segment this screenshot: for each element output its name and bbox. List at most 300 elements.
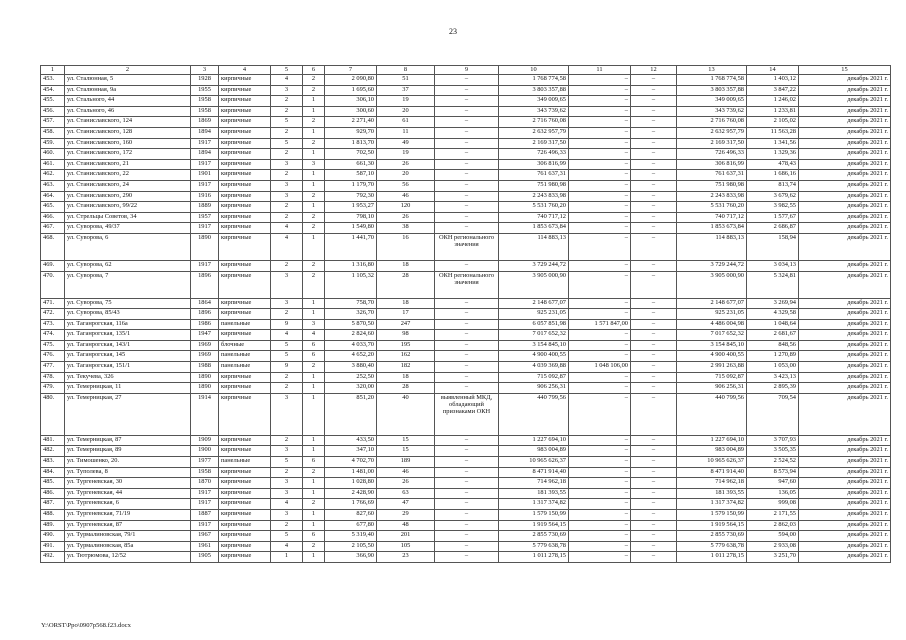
- cell-cost-per-sqm: 3 847,22: [747, 85, 799, 96]
- cell-residents: 15: [377, 435, 435, 446]
- cell-other-funds: –: [631, 191, 677, 202]
- cell-address: ул. Станиславского, 21: [65, 159, 191, 170]
- cell-cost-per-sqm: 2 524,52: [747, 457, 799, 468]
- cell-owner-funds: 1 227 694,10: [677, 435, 747, 446]
- cell-cost-per-sqm: 3 251,70: [747, 552, 799, 563]
- cell-wall-material: кирпичные: [219, 223, 271, 234]
- table-row: [41, 309, 891, 320]
- cell-address: ул. Тургеневская, 30: [65, 478, 191, 489]
- cell-completion-date: декабрь 2021 г.: [799, 499, 891, 510]
- cell-other-funds: –: [631, 212, 677, 223]
- cell-wall-material: кирпичные: [219, 298, 271, 309]
- cell-residents: 26: [377, 478, 435, 489]
- cell-address: ул. Суворова, 49/37: [65, 223, 191, 234]
- cell-completion-date: декабрь 2021 г.: [799, 159, 891, 170]
- table-row: [41, 510, 891, 521]
- cell-floors: 5: [271, 531, 303, 542]
- cell-wall-material: кирпичные: [219, 552, 271, 563]
- cell-floors: 2: [271, 202, 303, 213]
- cell-year-built: 1896: [191, 271, 219, 298]
- cell-cost-per-sqm: 8 573,94: [747, 467, 799, 478]
- cell-area: 2 090,80: [325, 75, 377, 86]
- cell-total-cost: 5 531 760,20: [499, 202, 569, 213]
- cell-cost-per-sqm: 2 895,39: [747, 383, 799, 394]
- cell-floors: 3: [271, 271, 303, 298]
- cell-owner-funds: 715 092,87: [677, 372, 747, 383]
- cell-completion-date: декабрь 2021 г.: [799, 233, 891, 260]
- cell-completion-date: декабрь 2021 г.: [799, 271, 891, 298]
- cell-row-number: 453.: [41, 75, 65, 86]
- cell-cost-per-sqm: 3 034,13: [747, 260, 799, 271]
- cell-owner-funds: 2 855 730,69: [677, 531, 747, 542]
- cell-subsidy: –: [569, 393, 631, 435]
- cell-area: 320,00: [325, 383, 377, 394]
- cell-other-funds: –: [631, 75, 677, 86]
- cell-year-built: 1909: [191, 435, 219, 446]
- table-row: [41, 117, 891, 128]
- cell-other-funds: –: [631, 383, 677, 394]
- cell-row-number: 454.: [41, 85, 65, 96]
- cell-subsidy: –: [569, 499, 631, 510]
- cell-heritage-status: –: [435, 106, 499, 117]
- cell-entrances: 1: [303, 127, 325, 138]
- cell-total-cost: 3 905 000,90: [499, 271, 569, 298]
- cell-floors: 3: [271, 191, 303, 202]
- cell-entrances: 2: [303, 271, 325, 298]
- cell-wall-material: панельные: [219, 457, 271, 468]
- cell-area: 2 271,40: [325, 117, 377, 128]
- cell-entrances: 1: [303, 446, 325, 457]
- cell-residents: 26: [377, 159, 435, 170]
- cell-residents: 20: [377, 106, 435, 117]
- cell-floors: 2: [271, 106, 303, 117]
- cell-wall-material: кирпичные: [219, 106, 271, 117]
- cell-other-funds: –: [631, 309, 677, 320]
- cell-heritage-status: –: [435, 212, 499, 223]
- cell-other-funds: –: [631, 85, 677, 96]
- cell-address: ул. Суворова, 6: [65, 233, 191, 260]
- cell-cost-per-sqm: 1 048,64: [747, 319, 799, 330]
- cell-wall-material: кирпичные: [219, 488, 271, 499]
- cell-year-built: 1977: [191, 457, 219, 468]
- cell-address: ул. Суворова, 85/43: [65, 309, 191, 320]
- cell-floors: 2: [271, 467, 303, 478]
- cell-heritage-status: –: [435, 85, 499, 96]
- cell-total-cost: 5 779 638,78: [499, 541, 569, 552]
- cell-residents: 38: [377, 223, 435, 234]
- cell-heritage-status: –: [435, 138, 499, 149]
- cell-year-built: 1958: [191, 467, 219, 478]
- cell-address: ул. Суворова, 75: [65, 298, 191, 309]
- cell-row-number: 462.: [41, 170, 65, 181]
- cell-owner-funds: 349 009,65: [677, 96, 747, 107]
- cell-wall-material: кирпичные: [219, 372, 271, 383]
- cell-completion-date: декабрь 2021 г.: [799, 446, 891, 457]
- cell-year-built: 1917: [191, 499, 219, 510]
- cell-heritage-status: –: [435, 467, 499, 478]
- cell-completion-date: декабрь 2021 г.: [799, 383, 891, 394]
- cell-address: ул. Тимошенко, 20.: [65, 457, 191, 468]
- cell-address: ул. Тургеневская, 6: [65, 499, 191, 510]
- cell-residents: 46: [377, 467, 435, 478]
- cell-cost-per-sqm: 11 563,28: [747, 127, 799, 138]
- table-row: [41, 138, 891, 149]
- cell-area: 661,30: [325, 159, 377, 170]
- cell-entrances: 2: [303, 191, 325, 202]
- cell-heritage-status: –: [435, 531, 499, 542]
- cell-subsidy: –: [569, 223, 631, 234]
- cell-subsidy: –: [569, 446, 631, 457]
- cell-residents: 56: [377, 180, 435, 191]
- cell-total-cost: 726 496,33: [499, 149, 569, 160]
- cell-residents: 195: [377, 340, 435, 351]
- cell-owner-funds: 1 011 278,15: [677, 552, 747, 563]
- table-row: [41, 319, 891, 330]
- cell-cost-per-sqm: 3 505,35: [747, 446, 799, 457]
- cell-year-built: 1967: [191, 531, 219, 542]
- cell-owner-funds: 8 471 914,40: [677, 467, 747, 478]
- cell-row-number: 481.: [41, 435, 65, 446]
- table-row: [41, 478, 891, 489]
- table-row: [41, 127, 891, 138]
- cell-row-number: 458.: [41, 127, 65, 138]
- cell-area: 366,90: [325, 552, 377, 563]
- table-row: [41, 202, 891, 213]
- cell-entrances: 3: [303, 159, 325, 170]
- cell-other-funds: –: [631, 127, 677, 138]
- cell-total-cost: 114 883,13: [499, 233, 569, 260]
- cell-heritage-status: выявленный МКД, обладающий признаками ОКН: [435, 393, 499, 435]
- table-row: [41, 298, 891, 309]
- cell-area: 2 824,60: [325, 330, 377, 341]
- cell-owner-funds: 761 637,31: [677, 170, 747, 181]
- cell-heritage-status: –: [435, 435, 499, 446]
- cell-total-cost: 6 057 851,98: [499, 319, 569, 330]
- cell-entrances: 2: [303, 212, 325, 223]
- cell-row-number: 478.: [41, 372, 65, 383]
- cell-cost-per-sqm: 3 707,93: [747, 435, 799, 446]
- cell-row-number: 492.: [41, 552, 65, 563]
- cell-total-cost: 8 471 914,40: [499, 467, 569, 478]
- column-header: 12: [631, 66, 677, 75]
- cell-entrances: 2: [303, 362, 325, 373]
- table-row: [41, 180, 891, 191]
- cell-completion-date: декабрь 2021 г.: [799, 202, 891, 213]
- cell-subsidy: –: [569, 488, 631, 499]
- cell-heritage-status: –: [435, 552, 499, 563]
- cell-year-built: 1916: [191, 191, 219, 202]
- column-header: 13: [677, 66, 747, 75]
- cell-residents: 26: [377, 212, 435, 223]
- cell-entrances: 6: [303, 457, 325, 468]
- cell-year-built: 1894: [191, 127, 219, 138]
- table-row: [41, 467, 891, 478]
- cell-row-number: 469.: [41, 260, 65, 271]
- table-row: [41, 96, 891, 107]
- table-row: [41, 393, 891, 435]
- cell-total-cost: 4 039 369,88: [499, 362, 569, 373]
- cell-wall-material: кирпичные: [219, 330, 271, 341]
- cell-row-number: 461.: [41, 159, 65, 170]
- cell-entrances: 1: [303, 180, 325, 191]
- cell-year-built: 1914: [191, 393, 219, 435]
- cell-year-built: 1988: [191, 362, 219, 373]
- cell-year-built: 1890: [191, 372, 219, 383]
- cell-wall-material: кирпичные: [219, 446, 271, 457]
- cell-completion-date: декабрь 2021 г.: [799, 75, 891, 86]
- cell-wall-material: кирпичные: [219, 435, 271, 446]
- table-row: [41, 457, 891, 468]
- cell-total-cost: 440 799,56: [499, 393, 569, 435]
- cell-floors: 3: [271, 180, 303, 191]
- cell-area: 1 105,32: [325, 271, 377, 298]
- cell-address: ул. Таганрогская, 116а: [65, 319, 191, 330]
- cell-area: 1 813,70: [325, 138, 377, 149]
- cell-total-cost: 2 243 833,98: [499, 191, 569, 202]
- cell-cost-per-sqm: 999,08: [747, 499, 799, 510]
- cell-entrances: 2: [303, 499, 325, 510]
- cell-heritage-status: –: [435, 478, 499, 489]
- cell-row-number: 457.: [41, 117, 65, 128]
- cell-subsidy: –: [569, 106, 631, 117]
- cell-residents: 11: [377, 127, 435, 138]
- table-row: [41, 233, 891, 260]
- cell-heritage-status: –: [435, 96, 499, 107]
- cell-heritage-status: –: [435, 383, 499, 394]
- cell-completion-date: декабрь 2021 г.: [799, 478, 891, 489]
- cell-total-cost: 761 637,31: [499, 170, 569, 181]
- cell-total-cost: 1 317 374,82: [499, 499, 569, 510]
- cell-other-funds: –: [631, 393, 677, 435]
- cell-subsidy: –: [569, 159, 631, 170]
- cell-heritage-status: –: [435, 457, 499, 468]
- cell-subsidy: –: [569, 271, 631, 298]
- cell-address: ул. Турмалиновская, 85а: [65, 541, 191, 552]
- cell-row-number: 476.: [41, 351, 65, 362]
- cell-row-number: 477.: [41, 362, 65, 373]
- cell-completion-date: декабрь 2021 г.: [799, 330, 891, 341]
- table-row: [41, 435, 891, 446]
- cell-floors: 3: [271, 159, 303, 170]
- cell-row-number: 474.: [41, 330, 65, 341]
- column-header: 1: [41, 66, 65, 75]
- cell-residents: 40: [377, 393, 435, 435]
- cell-owner-funds: 2 243 833,98: [677, 191, 747, 202]
- cell-address: ул. Темерницкая, 27: [65, 393, 191, 435]
- cell-cost-per-sqm: 1 329,36: [747, 149, 799, 160]
- cell-other-funds: –: [631, 531, 677, 542]
- cell-residents: 201: [377, 531, 435, 542]
- cell-area: 252,50: [325, 372, 377, 383]
- cell-entrances: 1: [303, 383, 325, 394]
- cell-subsidy: –: [569, 435, 631, 446]
- cell-cost-per-sqm: 3 423,13: [747, 372, 799, 383]
- cell-wall-material: кирпичные: [219, 117, 271, 128]
- cell-entrances: 1: [303, 96, 325, 107]
- cell-wall-material: кирпичные: [219, 170, 271, 181]
- cell-wall-material: кирпичные: [219, 531, 271, 542]
- cell-total-cost: 7 017 652,32: [499, 330, 569, 341]
- cell-row-number: 471.: [41, 298, 65, 309]
- cell-wall-material: кирпичные: [219, 180, 271, 191]
- cell-residents: 46: [377, 191, 435, 202]
- cell-row-number: 488.: [41, 510, 65, 521]
- cell-other-funds: –: [631, 340, 677, 351]
- table-row: [41, 170, 891, 181]
- cell-row-number: 484.: [41, 467, 65, 478]
- cell-residents: 19: [377, 149, 435, 160]
- cell-cost-per-sqm: 3 982,55: [747, 202, 799, 213]
- cell-address: ул. Станиславского, 99/22: [65, 202, 191, 213]
- cell-total-cost: 751 980,98: [499, 180, 569, 191]
- cell-subsidy: –: [569, 298, 631, 309]
- cell-address: ул. Стального, 46: [65, 106, 191, 117]
- cell-year-built: 1869: [191, 117, 219, 128]
- cell-completion-date: декабрь 2021 г.: [799, 309, 891, 320]
- cell-address: ул. Тютрюмова, 12/52: [65, 552, 191, 563]
- cell-area: 827,60: [325, 510, 377, 521]
- cell-owner-funds: 1 919 564,15: [677, 520, 747, 531]
- cell-row-number: 491.: [41, 541, 65, 552]
- cell-floors: 2: [271, 383, 303, 394]
- column-header: 3: [191, 66, 219, 75]
- cell-total-cost: 925 231,05: [499, 309, 569, 320]
- cell-row-number: 470.: [41, 271, 65, 298]
- cell-residents: 98: [377, 330, 435, 341]
- cell-cost-per-sqm: 136,05: [747, 488, 799, 499]
- cell-year-built: 1969: [191, 351, 219, 362]
- cell-other-funds: –: [631, 298, 677, 309]
- cell-floors: 3: [271, 510, 303, 521]
- cell-completion-date: декабрь 2021 г.: [799, 457, 891, 468]
- cell-address: ул. Темерницкая, 89: [65, 446, 191, 457]
- page-number: 23: [449, 27, 457, 36]
- cell-subsidy: –: [569, 372, 631, 383]
- cell-heritage-status: –: [435, 362, 499, 373]
- cell-entrances: 2: [303, 541, 325, 552]
- cell-heritage-status: –: [435, 510, 499, 521]
- cell-subsidy: –: [569, 75, 631, 86]
- cell-area: 677,80: [325, 520, 377, 531]
- cell-completion-date: декабрь 2021 г.: [799, 531, 891, 542]
- cell-residents: 47: [377, 499, 435, 510]
- cell-floors: 2: [271, 212, 303, 223]
- cell-year-built: 1917: [191, 520, 219, 531]
- cell-other-funds: –: [631, 499, 677, 510]
- cell-other-funds: –: [631, 223, 677, 234]
- table-row: [41, 159, 891, 170]
- cell-heritage-status: –: [435, 75, 499, 86]
- cell-area: 4 702,70: [325, 457, 377, 468]
- cell-address: ул. Станиславского, 128: [65, 127, 191, 138]
- cell-wall-material: кирпичные: [219, 383, 271, 394]
- table-row: [41, 85, 891, 96]
- cell-area: 1 766,69: [325, 499, 377, 510]
- cell-area: 1 481,00: [325, 467, 377, 478]
- cell-subsidy: 1 048 106,00: [569, 362, 631, 373]
- cell-area: 306,10: [325, 96, 377, 107]
- cell-subsidy: –: [569, 180, 631, 191]
- cell-year-built: 1957: [191, 212, 219, 223]
- cell-total-cost: 1 011 278,15: [499, 552, 569, 563]
- cell-other-funds: –: [631, 159, 677, 170]
- cell-subsidy: –: [569, 351, 631, 362]
- cell-address: ул. Станиславского, 172: [65, 149, 191, 160]
- cell-completion-date: декабрь 2021 г.: [799, 106, 891, 117]
- table-row: [41, 383, 891, 394]
- cell-entrances: 2: [303, 467, 325, 478]
- cell-completion-date: декабрь 2021 г.: [799, 298, 891, 309]
- cell-owner-funds: 925 231,05: [677, 309, 747, 320]
- cell-floors: 2: [271, 170, 303, 181]
- cell-year-built: 1890: [191, 383, 219, 394]
- cell-row-number: 486.: [41, 488, 65, 499]
- cell-floors: 4: [271, 75, 303, 86]
- cell-row-number: 459.: [41, 138, 65, 149]
- cell-address: ул. Тургеневская, 87: [65, 520, 191, 531]
- cell-owner-funds: 7 017 652,32: [677, 330, 747, 341]
- cell-row-number: 460.: [41, 149, 65, 160]
- cell-completion-date: декабрь 2021 г.: [799, 85, 891, 96]
- table-row: [41, 362, 891, 373]
- cell-floors: 1: [271, 552, 303, 563]
- cell-row-number: 485.: [41, 478, 65, 489]
- table-row: [41, 531, 891, 542]
- cell-completion-date: декабрь 2021 г.: [799, 552, 891, 563]
- cell-address: ул. Станиславского, 160: [65, 138, 191, 149]
- table-row: [41, 541, 891, 552]
- cell-other-funds: –: [631, 117, 677, 128]
- cell-row-number: 472.: [41, 309, 65, 320]
- cell-row-number: 473.: [41, 319, 65, 330]
- cell-row-number: 490.: [41, 531, 65, 542]
- cell-heritage-status: –: [435, 149, 499, 160]
- cell-cost-per-sqm: 1 270,89: [747, 351, 799, 362]
- cell-area: 851,20: [325, 393, 377, 435]
- cell-entrances: 6: [303, 340, 325, 351]
- cell-year-built: 1905: [191, 552, 219, 563]
- cell-floors: 3: [271, 85, 303, 96]
- cell-residents: 28: [377, 383, 435, 394]
- cell-other-funds: –: [631, 96, 677, 107]
- cell-residents: 18: [377, 372, 435, 383]
- cell-year-built: 1901: [191, 170, 219, 181]
- cell-total-cost: 2 632 957,79: [499, 127, 569, 138]
- cell-total-cost: 306 816,99: [499, 159, 569, 170]
- footer-file-path: Y:\ORST\Ppo\0907p568.f23.docx: [41, 622, 131, 629]
- cell-owner-funds: 2 991 263,88: [677, 362, 747, 373]
- cell-address: ул. Сталюнная, 9а: [65, 85, 191, 96]
- cell-floors: 2: [271, 127, 303, 138]
- table-row: [41, 499, 891, 510]
- cell-subsidy: –: [569, 340, 631, 351]
- cell-subsidy: –: [569, 467, 631, 478]
- cell-other-funds: –: [631, 435, 677, 446]
- cell-entrances: 1: [303, 106, 325, 117]
- cell-residents: 51: [377, 75, 435, 86]
- cell-year-built: 1917: [191, 138, 219, 149]
- cell-completion-date: декабрь 2021 г.: [799, 223, 891, 234]
- cell-other-funds: –: [631, 138, 677, 149]
- cell-cost-per-sqm: 709,54: [747, 393, 799, 435]
- cell-completion-date: декабрь 2021 г.: [799, 541, 891, 552]
- cell-subsidy: –: [569, 138, 631, 149]
- cell-owner-funds: 5 531 760,20: [677, 202, 747, 213]
- cell-floors: 3: [271, 478, 303, 489]
- cell-owner-funds: 1 317 374,82: [677, 499, 747, 510]
- cell-owner-funds: 4 486 004,98: [677, 319, 747, 330]
- cell-owner-funds: 1 853 673,84: [677, 223, 747, 234]
